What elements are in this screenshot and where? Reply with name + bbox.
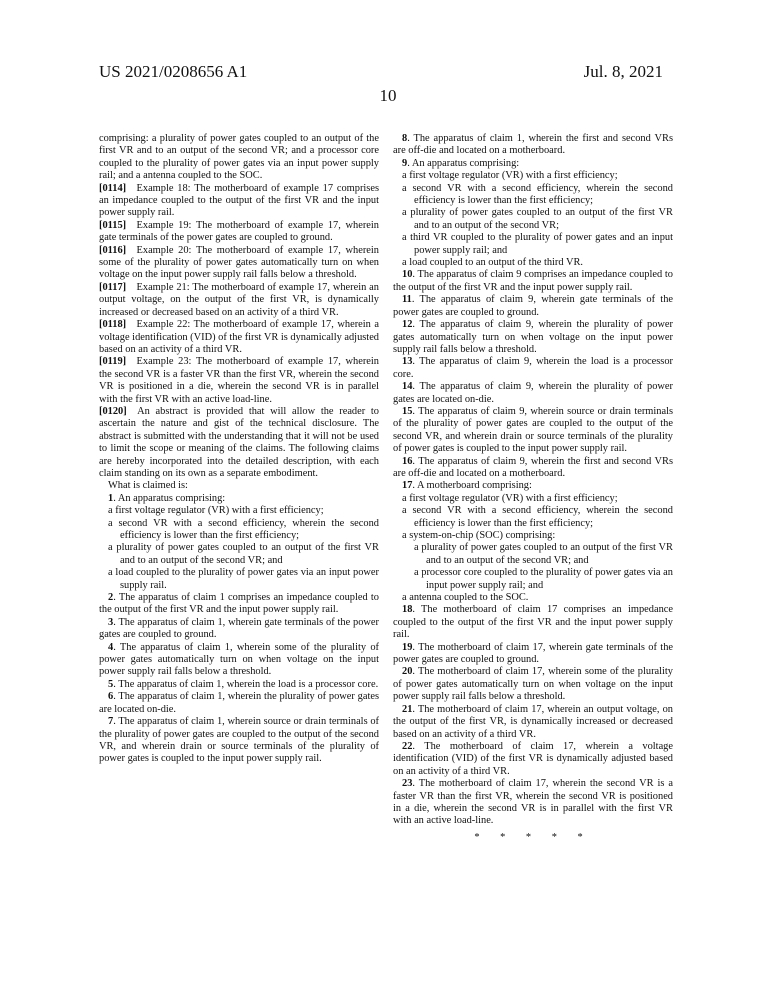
claim (393, 666, 673, 703)
paragraph-number: [0119] (99, 356, 127, 368)
claim-number: 11 (402, 294, 412, 306)
claim-number: 3 (108, 616, 114, 628)
paragraph (99, 245, 379, 282)
claim-number: 8 (402, 133, 408, 144)
claim-number: 4 (108, 641, 114, 653)
claim (99, 716, 379, 766)
paragraph-text: a load coupled to the plurality of power gates via an input power supply rail. (108, 567, 379, 591)
claim-element (393, 170, 673, 182)
claim-element (393, 567, 673, 592)
claim-number: 19 (402, 641, 413, 653)
paragraph-text: . An apparatus comprising: (407, 157, 520, 169)
claim (393, 133, 673, 158)
paragraph-text: An abstract is provided that will allow the reader to ascertain the nature and gist of the technical disclosure. The abstract is submitted with the understanding that it will not be used to limit the scope or meaning of the claims. The following claims are hereby incorporated into the detailed description, with each claim standing on its own as a separate embodiment. (99, 405, 379, 479)
claim-element (393, 183, 673, 208)
paragraph (99, 133, 379, 183)
paragraph-text: a plurality of power gates coupled to an output of the first VR and to an output of the second VR; and (108, 542, 379, 566)
claim-number: 23 (402, 778, 413, 790)
claim-element (99, 505, 379, 517)
claim (393, 158, 673, 170)
paragraph (99, 282, 379, 319)
claim-number: 14 (402, 381, 413, 393)
claim (393, 381, 673, 406)
claim-number: 2 (108, 592, 114, 604)
paragraph (99, 356, 379, 406)
claim (99, 493, 379, 505)
claim-element (393, 232, 673, 257)
paragraph-text: . An apparatus comprising: (113, 492, 226, 504)
claim-number: 22 (402, 740, 413, 752)
paragraph-text: . The apparatus of claim 9, wherein source or drain terminals of the plurality of power gates are coupled to the output of the second VR, and wherein drain or source terminals of the plurality of power gates is coupled to the input power supply rail. (393, 405, 673, 455)
claim (393, 642, 673, 667)
paragraph-text: What is claimed is: (108, 480, 188, 492)
paragraph-text: . The apparatus of claim 1, wherein gate terminals of the power gates are coupled to ground. (99, 616, 379, 641)
paragraph-text: a processor core coupled to the plurality of power gates via an input power supply rail; and (414, 567, 673, 591)
paragraph (99, 406, 379, 480)
claim-element (393, 542, 673, 567)
paragraph-text: . The motherboard of claim 17, wherein a voltage identification (VID) of the first VR is dynamically adjusted based on an activity of a third VR. (393, 740, 673, 777)
paragraph-text: a first voltage regulator (VR) with a first efficiency; (402, 492, 618, 504)
paragraph-text: Example 20: The motherboard of example 17, wherein some of the plurality of power gates automatically turn on when voltage on the input power supply rail falls below a threshold. (99, 244, 379, 281)
paragraph-text: . The apparatus of claim 9, wherein the first and second VRs are off-die and located on a motherboard. (393, 455, 673, 479)
paragraph-text: . The apparatus of claim 1, wherein the plurality of power gates are located on-die. (99, 691, 379, 715)
claim (393, 406, 673, 456)
claim (99, 642, 379, 679)
paragraph-text: Example 22: The motherboard of example 17, wherein a voltage identification (VID) of the first VR is dynamically adjusted based on an activity of a third VR. (99, 319, 379, 355)
claim-number: 20 (402, 666, 413, 678)
paragraph-text: . The apparatus of claim 1, wherein some of the plurality of power gates automatically turn on when voltage on the input power supply rail falls below a threshold. (99, 641, 379, 678)
claim-element (393, 530, 673, 542)
claim (393, 741, 673, 778)
claim-number: 10 (402, 269, 413, 281)
paragraph-text: a third VR coupled to the plurality of power gates and an input power supply rail; and (402, 232, 673, 256)
claim (393, 456, 673, 481)
paragraph-text: . The apparatus of claim 1, wherein the load is a processor core. (113, 678, 379, 690)
claim-number: 21 (402, 703, 413, 715)
claim-element (393, 505, 673, 530)
claim-element (393, 207, 673, 232)
paragraph-text: . The motherboard of claim 17, wherein the second VR is a faster VR than the first VR, wherein the second VR is positioned in a die, wherein the second VR is in parallel with the first VR with an active load-line. (393, 778, 673, 827)
paragraph-text: a second VR with a second efficiency, wherein the second efficiency is lower than the first efficiency; (402, 182, 673, 207)
paragraph-text: . The motherboard of claim 17, wherein gate terminals of the power gates are coupled to ground. (393, 641, 673, 666)
paragraph-text: . The apparatus of claim 9, wherein the plurality of power gates automatically turn on when voltage on the input power supply rail falls below a threshold. (393, 319, 673, 355)
paragraph-number: [0116] (99, 244, 127, 256)
paragraph-text: . The motherboard of claim 17, wherein an output voltage, on the output of the first VR, is dynamically increased or decreased based on an activity of a third VR. (393, 703, 673, 740)
claim (393, 294, 673, 319)
claim-number: 17 (402, 480, 413, 492)
claim (99, 592, 379, 617)
paragraph-text: a plurality of power gates coupled to an output of the first VR and to an output of the second VR; (402, 207, 673, 231)
paragraph-text: a first voltage regulator (VR) with a first efficiency; (108, 505, 324, 517)
right-text-column (393, 133, 673, 844)
publication-date: Jul. 8, 2021 (583, 62, 663, 81)
paragraph-number: [0118] (99, 319, 127, 331)
claim-number: 7 (108, 716, 114, 728)
paragraph-number: [0117] (99, 281, 127, 293)
paragraph-text: Example 19: The motherboard of example 17, wherein gate terminals of the power gates are coupled to ground. (99, 219, 379, 244)
paragraph-text: a system-on-chip (SOC) comprising: (402, 530, 556, 541)
paragraph-text: a load coupled to an output of the third VR. (402, 257, 584, 269)
paragraph (99, 220, 379, 245)
paragraph-text: a second VR with a second efficiency, wherein the second efficiency is lower than the first efficiency; (108, 517, 379, 541)
paragraph-text: a antenna coupled to the SOC. (402, 592, 529, 604)
claim-number: 13 (402, 356, 413, 368)
paragraph-text: . The motherboard of claim 17, wherein some of the plurality of power gates automatically turn on when voltage on the input power supply rail falls below a threshold. (393, 666, 673, 703)
claim (393, 704, 673, 741)
claim-number: 9 (402, 157, 408, 169)
end-of-document-mark: * * * * * (474, 831, 592, 843)
paragraph (99, 319, 379, 356)
claim-element (99, 518, 379, 543)
claim (393, 269, 673, 294)
paragraph-text: . The apparatus of claim 1, wherein source or drain terminals of the plurality of power gates are coupled to the output of the second VR, and wherein drain or source terminals of the plurality of power gates is coupled to the input power supply rail. (99, 716, 379, 765)
claim (99, 679, 379, 691)
paragraph-number: [0114] (99, 182, 127, 194)
paragraph-number: [0120] (99, 405, 127, 417)
paragraph-text: a plurality of power gates coupled to an output of the first VR and to an output of the second VR; and (414, 542, 673, 566)
claim-number: 12 (402, 319, 413, 331)
publication-number: US 2021/0208656 A1 (99, 62, 248, 81)
claim-element (393, 493, 673, 505)
paragraph-text: a first voltage regulator (VR) with a first efficiency; (402, 170, 618, 182)
claim-element (393, 257, 673, 269)
claim-element (99, 542, 379, 567)
claim-number: 18 (402, 604, 413, 616)
claim-number: 16 (402, 455, 413, 467)
claim-number: 6 (108, 691, 114, 703)
paragraph-text: . The apparatus of claim 9 comprises an impedance coupled to the output of the first VR and the input power supply rail. (393, 269, 673, 293)
claim-number: 1 (108, 492, 114, 504)
paragraph-text: a second VR with a second efficiency, wherein the second efficiency is lower than the first efficiency; (402, 505, 673, 529)
paragraph-text: Example 18: The motherboard of example 17 comprises an impedance coupled to the output of the first VR and the input power supply rail. (99, 182, 379, 219)
paragraph-text: . The apparatus of claim 1, wherein the first and second VRs are off-die and located on a motherboard. (393, 133, 673, 157)
paragraph-text: Example 21: The motherboard of example 17, wherein an output voltage, on the output of the first VR, is dynamically increased or decreased based on an activity of a third VR. (99, 281, 379, 318)
claim-element (393, 592, 673, 604)
paragraph-text: . The apparatus of claim 9, wherein the load is a processor core. (393, 356, 673, 380)
claim (99, 691, 379, 716)
claim (393, 480, 673, 492)
page-number: 10 (379, 86, 397, 105)
paragraph-text: . The apparatus of claim 1 comprises an impedance coupled to the output of the first VR and the input power supply rail. (99, 592, 379, 616)
paragraph (99, 183, 379, 220)
claim-element (99, 567, 379, 592)
paragraph-text: . The apparatus of claim 9, wherein the plurality of power gates are located on-die. (393, 381, 673, 405)
claim (99, 617, 379, 642)
claim (393, 778, 673, 828)
paragraph-text: comprising: a plurality of power gates coupled to an output of the first VR and to an output of the second VR; and a processor core coupled to the plurality of power gates via an input power supply rail; and a antenna coupled to the SOC. (99, 133, 379, 182)
claim-number: 15 (402, 405, 413, 417)
claim-element (99, 480, 379, 492)
claim (393, 319, 673, 356)
paragraph-text: . The motherboard of claim 17 comprises an impedance coupled to the output of the first VR and the input power supply rail. (393, 604, 673, 641)
claim (393, 604, 673, 641)
paragraph-text: . A motherboard comprising: (412, 480, 532, 492)
paragraph-text: . The apparatus of claim 9, wherein gate terminals of the power gates are coupled to ground. (393, 294, 673, 318)
claim (393, 356, 673, 381)
paragraph-text: Example 23: The motherboard of example 17, wherein the second VR is a faster VR than the first VR, wherein the second VR is positioned in a die, wherein the second VR is in parallel with the first VR with an active load-line. (99, 356, 379, 405)
paragraph-number: [0115] (99, 219, 127, 231)
claim-number: 5 (108, 678, 114, 690)
left-text-column (99, 133, 379, 766)
